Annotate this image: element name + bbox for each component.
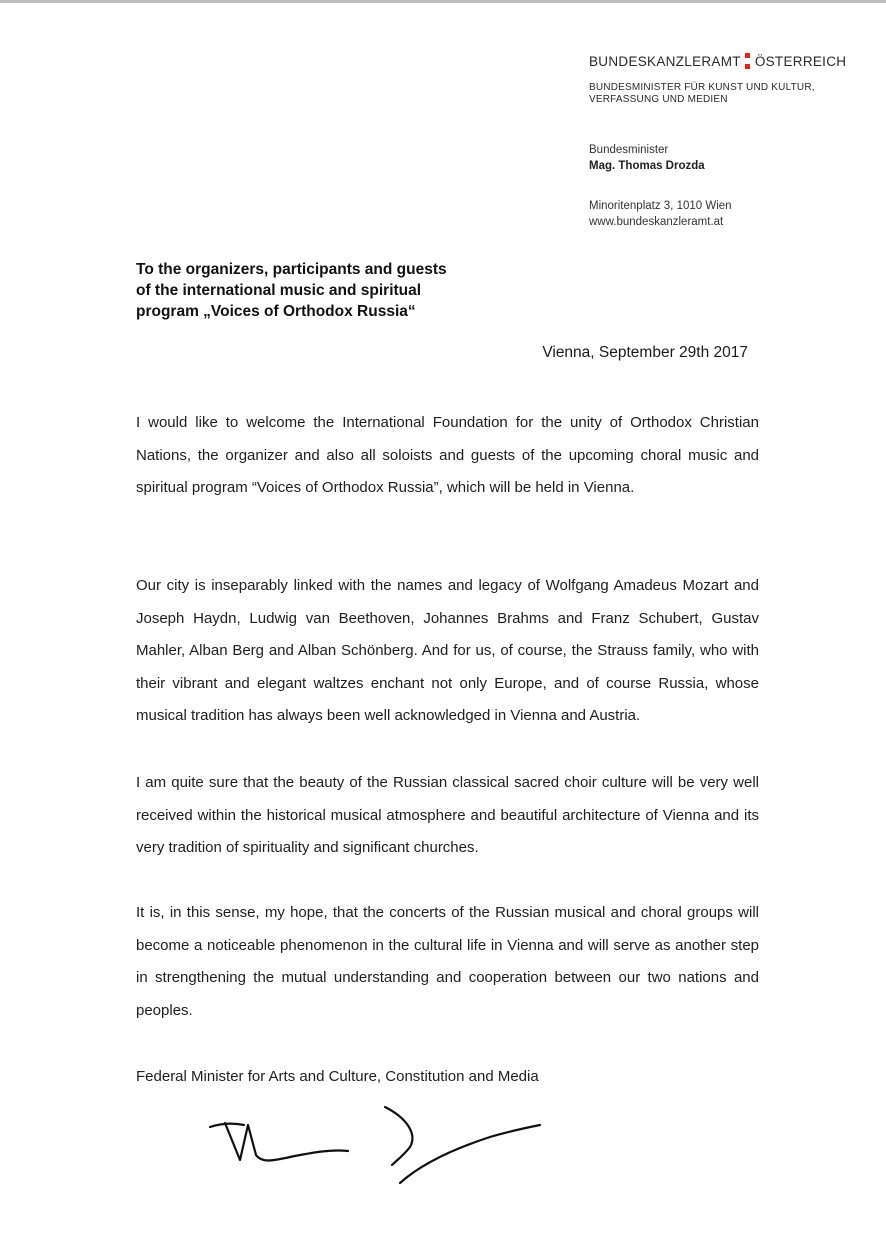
website: www.bundeskanzleramt.at	[589, 216, 724, 228]
handwritten-signature	[200, 1095, 560, 1195]
paragraph-4: It is, in this sense, my hope, that the concerts of the Russian musical and choral groups will become a noticeable phenomenon in the cultural life in Vienna and will serve as another step in strengthening the mutual understanding and cooperation between our two nations and peoples.	[136, 904, 759, 1019]
paragraph-2: Our city is inseparably linked with the names and legacy of Wolfgang Amadeus Mozart and Joseph Haydn, Ludwig van Beethoven, Johannes Brahms and Franz Schubert, Gustav Mahler, Alban Berg and Alban Schönberg. And for us, of course, the Strauss family, who with their vibrant and elegant waltzes enchant not only Europe, and of course Russia, whose musical tradition has always been well acknowledged in Vienna and Austria.	[136, 577, 759, 725]
street-address: Minoritenplatz 3, 1010 Wien	[589, 200, 732, 212]
organization-name-right: ÖSTERREICH	[754, 53, 847, 69]
letter-date: Vienna, September 29th 2017	[542, 344, 748, 361]
organization-name-left: BUNDESKANZLERAMT	[589, 53, 741, 69]
minister-block	[589, 142, 879, 174]
top-edge-line	[0, 0, 886, 3]
ministry-line-2: VERFASSUNG UND MEDIEN	[589, 94, 728, 105]
paragraph-3: I am quite sure that the beauty of the Russian classical sacred choir culture will be very well received within the historical musical atmosphere and beautiful architecture of Vienna and its very tradition of spirituality and significant churches.	[136, 774, 759, 857]
ministry-name	[589, 82, 819, 106]
closing-title: Federal Minister for Arts and Culture, Constitution and Media	[136, 1068, 539, 1085]
recipient-line-3: program „Voices of Orthodox Russia“	[136, 303, 416, 320]
recipient-line-2: of the international music and spiritual	[136, 282, 422, 299]
paragraph-1: I would like to welcome the International Foundation for the unity of Orthodox Christian Nations, the organizer and also all soloists and guests of the upcoming choral music and spiritual program “Voices of Orthodox Russia”, which will be held in Vienna.	[136, 414, 759, 497]
organization-name	[589, 52, 879, 70]
austrian-flag-icon	[745, 53, 750, 69]
address-block	[589, 198, 879, 230]
minister-title: Bundesminister	[589, 144, 669, 156]
recipient-line-1: To the organizers, participants and guests	[136, 261, 447, 278]
minister-name: Mag. Thomas Drozda	[589, 160, 705, 172]
ministry-line-1: BUNDESMINISTER FÜR KUNST UND KULTUR,	[589, 82, 815, 93]
letterhead	[589, 52, 879, 230]
recipient-block	[136, 259, 466, 322]
